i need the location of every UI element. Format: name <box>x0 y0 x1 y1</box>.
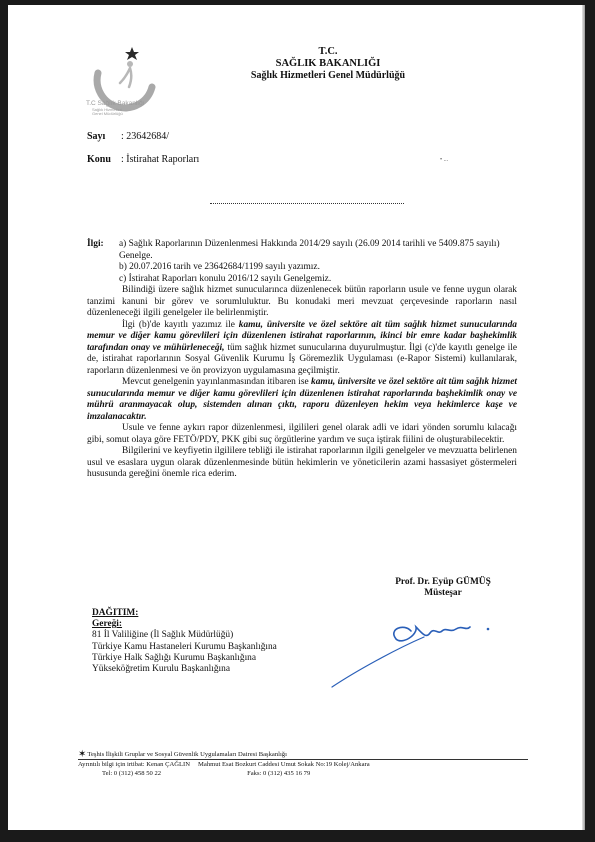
paragraph-3-emphasis: kamu, üniversite ve özel sektöre ait tüm sağlık hizmet sunucularında memur ve diğer kamu görevlileri için düzenlenen istirahat raporlarında başhekimlik onay ve mührü aranmayacak olup, sistemden alınan çıktı, raporu düzenleyen hekim veya hekimlerce kaşe ve imzalanacaktır. <box>87 377 517 422</box>
ilgi-item-c: c) İstirahat Raporları konulu 2016/12 sayılı Genelgemiz. <box>119 273 332 284</box>
paragraph-2 <box>87 320 517 378</box>
footer-rule <box>78 759 528 760</box>
distribution-block <box>92 608 277 675</box>
signatory-name: Prof. Dr. Eyüp GÜMÜŞ <box>395 577 491 587</box>
logo-caption-line1: T.C Sağlık Bakanlığı <box>86 100 145 107</box>
paragraph-5: Bilgilerini ve keyfiyetin ilgililere tebliği ile istirahat raporlarının ilgili genelgeler ve mevzuatta belirlenen usul ve esaslara uygun olarak düzenlenmesinde bütün hekimlerin ve yöneticilerin azami hassasiyet göstermeleri hususunda gereğini önemle rica ederim. <box>87 446 517 479</box>
ilgi-item-b: b) 20.07.2016 tarih ve 23642684/1199 sayılı yazımız. <box>119 262 320 272</box>
letter-footer <box>78 750 528 779</box>
paragraph-4: Usule ve fenne aykırı rapor düzenlenmesi, ilgilileri genel olarak adli ve idari yönden sorumlu kılacağı gibi, somut olaya göre FETÖ/PDY, PKK gibi suç örgütlerine yardım ve suça iştirak fiilini de oluşturabilecektir. <box>87 423 517 445</box>
footer-dept: Teşhis İlişkili Gruplar ve Sosyal Güvenlik Uygulamaları Dairesi Başkanlığı <box>87 751 287 758</box>
paragraph-1: Bilindiği üzere sağlık hizmet sunucularınca düzenlenecek bütün raporların usule ve fenne uygun olarak tanzimi kanuni bir görev ve sorumluluktur. Bu konudaki meri mevzuat çerçevesinde raporların nasıl düzenleneceği ilgili genelgeler ile belirlenmiştir. <box>87 285 517 318</box>
footer-phone-line <box>78 769 528 779</box>
distribution-item: 81 İl Valiliğine (İl Sağlık Müdürlüğü) <box>92 630 234 641</box>
logo-caption <box>86 101 186 116</box>
ilgi-item-a: a) Sağlık Raporlarının Düzenlenmesi Hakkında 2014/29 sayılı (26.09 2014 tarihli ve 5409.875 sayılı) Genelge. <box>119 239 500 261</box>
konu-value: : İstirahat Raporları <box>121 154 200 165</box>
paragraph-2-tail: tüm sağlık hizmet sunucularına duyurulmuştur. İlgi (c)'de kayıtlı genelge ile de, istirahat raporlarının Sosyal Güvenlik Kurumu İş Göremezlik Uygulaması (e-Rapor Sistemi) kullanılarak, raporların düzenlenmesi ve ön provizyon uygulamasına geçilmiştir. <box>87 342 517 376</box>
stamp-mark: • ... <box>440 157 449 163</box>
header-directorate: Sağlık Hizmetleri Genel Müdürlüğü <box>250 70 406 81</box>
footer-contact-line <box>78 760 528 770</box>
meta-sayi <box>87 131 169 142</box>
distribution-item: Türkiye Halk Sağlığı Kurumu Başkanlığına <box>92 652 257 663</box>
meta-konu <box>87 154 199 165</box>
distribution-item: Türkiye Kamu Hastaneleri Kurumu Başkanlığına <box>92 641 277 652</box>
letter-body <box>87 239 517 481</box>
header-ministry: SAĞLIK BAKANLIĞI <box>275 58 381 69</box>
ilgi-label: İlgi: <box>87 239 104 249</box>
paragraph-2-lead: İlgi (b)'de kayıtlı yazımız ile <box>122 319 239 330</box>
page-edge-shadow <box>582 5 585 830</box>
letter-page <box>8 5 585 830</box>
star-icon: ✶ <box>78 749 87 760</box>
recipient-dotted-line <box>210 203 404 204</box>
paragraph-3 <box>87 377 517 423</box>
paragraph-3-lead: Mevcut genelgenin yayınlanmasından itibaren ise <box>122 377 312 387</box>
footer-tel: Tel: 0 (312) 458 50 22 <box>102 770 162 777</box>
handwritten-signature-icon <box>326 609 526 689</box>
distribution-subtitle: Gereği: <box>92 619 123 630</box>
distribution-title: DAĞITIM: <box>92 608 139 618</box>
ilgi-block <box>87 239 517 285</box>
letter-header <box>208 45 448 82</box>
ilgi-list <box>119 239 517 285</box>
footer-contact: Ayrıntılı bilgi için irtibat: Kenan ÇAĞLIN <box>78 760 191 768</box>
sayi-label: Sayı <box>87 131 106 142</box>
footer-address: Mahmut Esat Bozkurt Caddesi Umut Sokak No:19 Kolej/Ankara <box>198 760 370 768</box>
signatory-title: Müsteşar <box>424 588 462 598</box>
sayi-value: : 23642684/ <box>121 131 170 142</box>
konu-label: Konu <box>87 154 111 165</box>
distribution-item: Yükseköğretim Kurulu Başkanlığına <box>92 664 230 675</box>
signature-block <box>368 577 518 599</box>
footer-fax: Faks: 0 (312) 435 16 79 <box>247 770 311 777</box>
logo-caption-line3: Genel Müdürlüğü <box>92 111 123 116</box>
paragraph-2-emphasis: kamu, üniversite ve özel sektöre ait tüm sağlık hizmet sunucularında memur ve diğer kamu görevlileri için düzenlenen istirahat raporlarının, ikinci bir emre kadar başhekimlik tarafından onay ve mühürleneceği, <box>87 319 517 353</box>
logo-caption-line2: Sağlık Hizmetleri <box>92 106 123 112</box>
header-tc: T.C. <box>318 46 338 57</box>
